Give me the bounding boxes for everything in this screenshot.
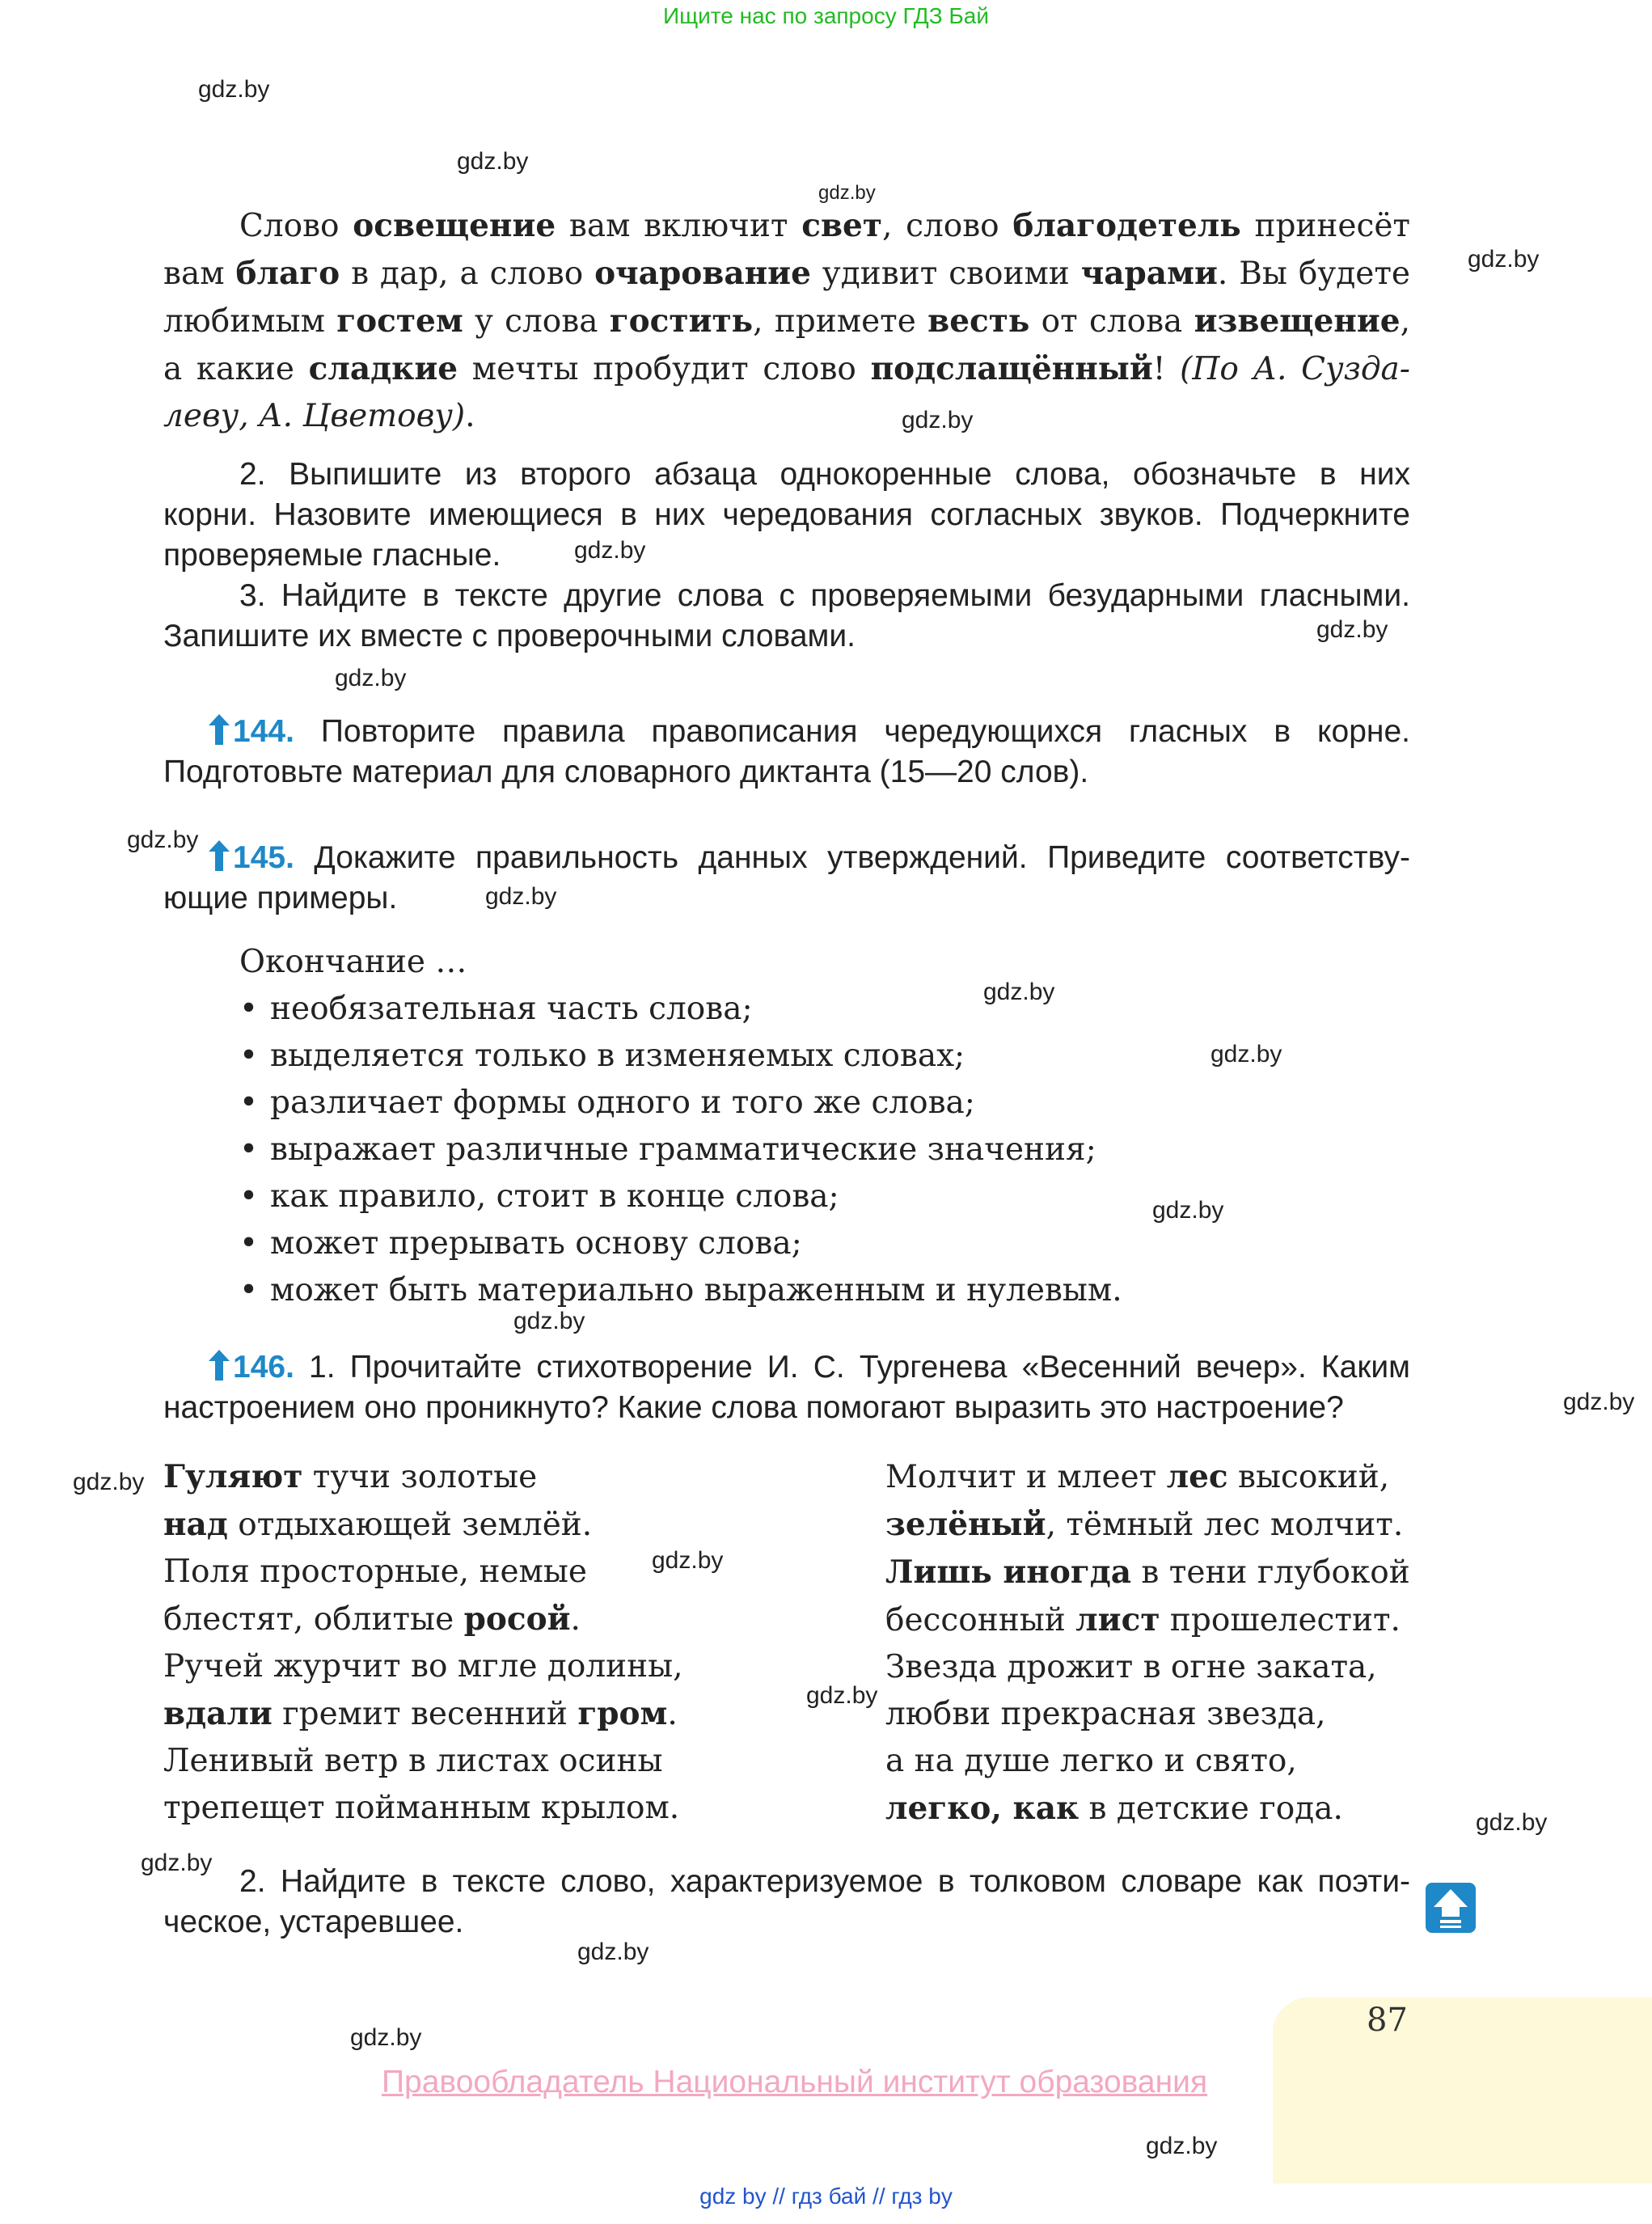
watermark: gdz.by	[1146, 2133, 1218, 2159]
watermark: gdz.by	[1152, 1197, 1224, 1224]
copyright-owner-link[interactable]: Правообладатель Национальный институт образования	[382, 2065, 1208, 2099]
watermark: gdz.by	[457, 148, 529, 175]
poem-line: а на душе легко и свято,	[885, 1743, 1297, 1779]
watermark: gdz.by	[141, 1850, 213, 1876]
poem-line: Ручей журчит во мгле долины,	[163, 1648, 683, 1685]
poem-line: любви прекрасная звезда,	[885, 1696, 1326, 1732]
watermark: gdz.by	[485, 883, 557, 910]
watermark: gdz.by	[577, 1939, 649, 1965]
watermark: gdz.by	[574, 537, 646, 564]
page-corner	[1273, 1998, 1652, 2184]
text-line: 2. Выпишите из второго абзаца однокоренные слова, обозначьте в них	[239, 457, 1410, 492]
watermark: gdz.by	[652, 1547, 724, 1574]
watermark: gdz.by	[73, 1469, 145, 1495]
list-item: • необязательная часть слова;	[239, 986, 1371, 1033]
watermark: gdz.by	[1563, 1389, 1635, 1415]
text-line: вам благо в дар, а слово очарование удивит своими чарами. Вы будете	[163, 255, 1410, 292]
text-line: Запишите их вместе с проверочными словами.	[163, 619, 856, 653]
task-146-2	[163, 1862, 1410, 1943]
arrow-up-icon	[209, 840, 230, 871]
poem-line: трепещет пойманным крылом.	[163, 1790, 680, 1826]
poem-line: Звезда дрожит в огне заката,	[885, 1649, 1377, 1685]
task-2	[163, 455, 1410, 576]
watermark: gdz.by	[513, 1308, 585, 1334]
text-line: настроением оно проникнуто? Какие слова помогают выразить это настроение?	[163, 1390, 1344, 1425]
text-line: корни. Назовите имеющиеся в них чередования согласных звуков. Подчеркните	[163, 497, 1410, 532]
poem-line: Молчит и млеет лес высокий,	[885, 1458, 1390, 1495]
poem-line: Поля просторные, немые	[163, 1554, 588, 1590]
arrow-up-icon	[209, 714, 230, 745]
text-line: а какие сладкие мечты пробудит слово подслащённый! (По А. Сузда-	[163, 350, 1410, 387]
text-line: 2. Найдите в тексте слово, характеризуемое в толковом словаре как поэти-	[239, 1864, 1410, 1899]
list-item: • различает формы одного и того же слова;	[239, 1080, 1371, 1127]
list-item: • может прерывать основу слова;	[239, 1220, 1371, 1267]
ending-title: Окончание …	[239, 944, 467, 980]
intro-paragraph	[163, 202, 1410, 440]
list-item: • как правило, стоит в конце слова;	[239, 1173, 1371, 1220]
poem-left-column	[163, 1453, 794, 1832]
search-banner[interactable]: Ищите нас по запросу ГДЗ Бай	[662, 3, 990, 28]
exercise-number: 145.	[233, 840, 294, 875]
watermark: gdz.by	[1210, 1041, 1282, 1068]
text-line: 145. Докажите правильность данных утверждений. Приведите соответству-	[163, 838, 1410, 878]
task-3	[163, 576, 1410, 657]
bottom-links[interactable]: gdz by // гдз бай // гдз by	[699, 2184, 953, 2209]
watermark: gdz.by	[1476, 1809, 1548, 1836]
home-icon[interactable]	[1426, 1883, 1476, 1933]
ending-list	[239, 939, 1371, 1314]
text-line: леву, А. Цветову).	[163, 398, 475, 434]
text-line: любимым гостем у слова гостить, примете весть от слова извещение,	[163, 302, 1410, 340]
exercise-146	[163, 1347, 1410, 1428]
poem-line: вдали гремит весенний гром.	[163, 1695, 678, 1732]
text-line: Слово освещение вам включит свет, слово благодетель принесёт	[239, 207, 1410, 244]
text-line: Подготовьте материал для словарного диктанта (15—20 слов).	[163, 755, 1089, 789]
watermark: gdz.by	[1468, 246, 1540, 273]
poem-line: зелёный, тёмный лес молчит.	[885, 1506, 1404, 1543]
poem-line: Гуляют тучи золотые	[163, 1458, 538, 1495]
arrow-up-icon	[209, 1350, 230, 1380]
list-item: • может быть материально выраженным и нулевым.	[239, 1267, 1371, 1314]
page-number: 87	[1367, 2002, 1408, 2039]
poem-line: Лишь иногда в тени глубокой	[885, 1554, 1410, 1591]
watermark: gdz.by	[1316, 616, 1388, 643]
text-line: 146. 1. Прочитайте стихотворение И. С. Тургенева «Весенний вечер». Каким	[163, 1347, 1410, 1388]
exercise-144	[163, 712, 1410, 793]
text-line: 3. Найдите в тексте другие слова с проверяемыми безударными гласными.	[239, 578, 1410, 613]
watermark: gdz.by	[127, 827, 199, 853]
exercise-number: 146.	[233, 1350, 294, 1385]
watermark: gdz.by	[198, 76, 270, 103]
poem-line: бессонный лист прошелестит.	[885, 1601, 1401, 1638]
text-line: 144. Повторите правила правописания чередующихся гласных в корне.	[163, 712, 1410, 752]
watermark: gdz.by	[818, 182, 876, 204]
poem-line: Ленивый ветр в листах осины	[163, 1743, 663, 1779]
poem-line: над отдыхающей землёй.	[163, 1506, 593, 1543]
poem-line: легко, как в детские года.	[885, 1790, 1343, 1827]
watermark: gdz.by	[350, 2024, 422, 2051]
watermark: gdz.by	[335, 665, 407, 691]
text-line: ющие примеры.	[163, 881, 398, 915]
list-item: • выделяется только в изменяемых словах;	[239, 1033, 1371, 1080]
watermark: gdz.by	[983, 979, 1055, 1005]
poem-line: блестят, облитые росой.	[163, 1600, 581, 1638]
exercise-145	[163, 838, 1410, 919]
poem-right-column	[885, 1453, 1451, 1833]
text-line: ческое, устаревшее.	[163, 1905, 464, 1939]
watermark: gdz.by	[806, 1682, 878, 1709]
exercise-number: 144.	[233, 714, 294, 749]
watermark: gdz.by	[902, 407, 974, 433]
text-line: проверяемые гласные.	[163, 538, 501, 573]
list-item: • выражает различные грамматические значения;	[239, 1127, 1371, 1173]
